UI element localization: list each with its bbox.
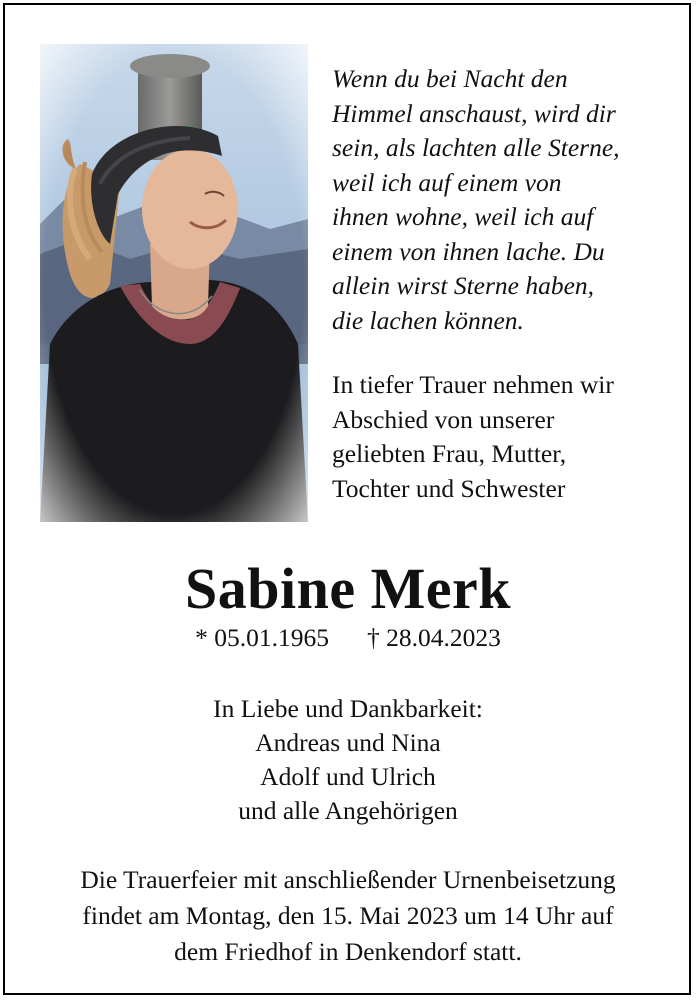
poem-line: sein, als lachten alle Sterne,	[332, 133, 620, 162]
family-line: Andreas und Nina	[255, 728, 441, 757]
mourning-line: geliebten Frau, Mutter,	[332, 439, 567, 468]
family-line: In Liebe und Dankbarkeit:	[213, 694, 483, 723]
poem-line: allein wirst Sterne haben,	[332, 271, 595, 300]
poem-line: ihnen wohne, weil ich auf	[332, 202, 594, 231]
family-signature	[0, 692, 696, 828]
death-date: † 28.04.2023	[367, 623, 501, 652]
deceased-name: Sabine Merk	[184, 556, 512, 621]
poem-quote	[332, 62, 672, 338]
poem-line: Himmel anschaust, wird dir	[332, 98, 616, 128]
service-line: dem Friedhof in Denkendorf statt.	[174, 937, 522, 966]
birth-date: * 05.01.1965	[195, 623, 329, 652]
portrait-photo	[40, 44, 308, 522]
mourning-line: In tiefer Trauer nehmen wir	[332, 370, 614, 399]
poem-line: weil ich auf einem von	[332, 167, 562, 197]
service-line: Die Trauerfeier mit anschließender Urnenbeisetzung	[80, 865, 616, 894]
family-line: und alle Angehörigen	[238, 796, 458, 825]
life-dates	[0, 622, 696, 654]
mourning-line: Abschied von unserer	[332, 404, 555, 434]
mourning-line: Tochter und Schwester	[332, 473, 566, 503]
mourning-statement	[332, 368, 672, 506]
funeral-service-info	[0, 862, 696, 970]
poem-line: einem von ihnen lache. Du	[332, 236, 605, 266]
poem-line: die lachen können.	[332, 305, 524, 335]
service-line: findet am Montag, den 15. Mai 2023 um 14 Uhr auf	[82, 901, 614, 930]
family-line: Adolf und Ulrich	[260, 762, 436, 791]
poem-line: Wenn du bei Nacht den	[332, 64, 568, 93]
